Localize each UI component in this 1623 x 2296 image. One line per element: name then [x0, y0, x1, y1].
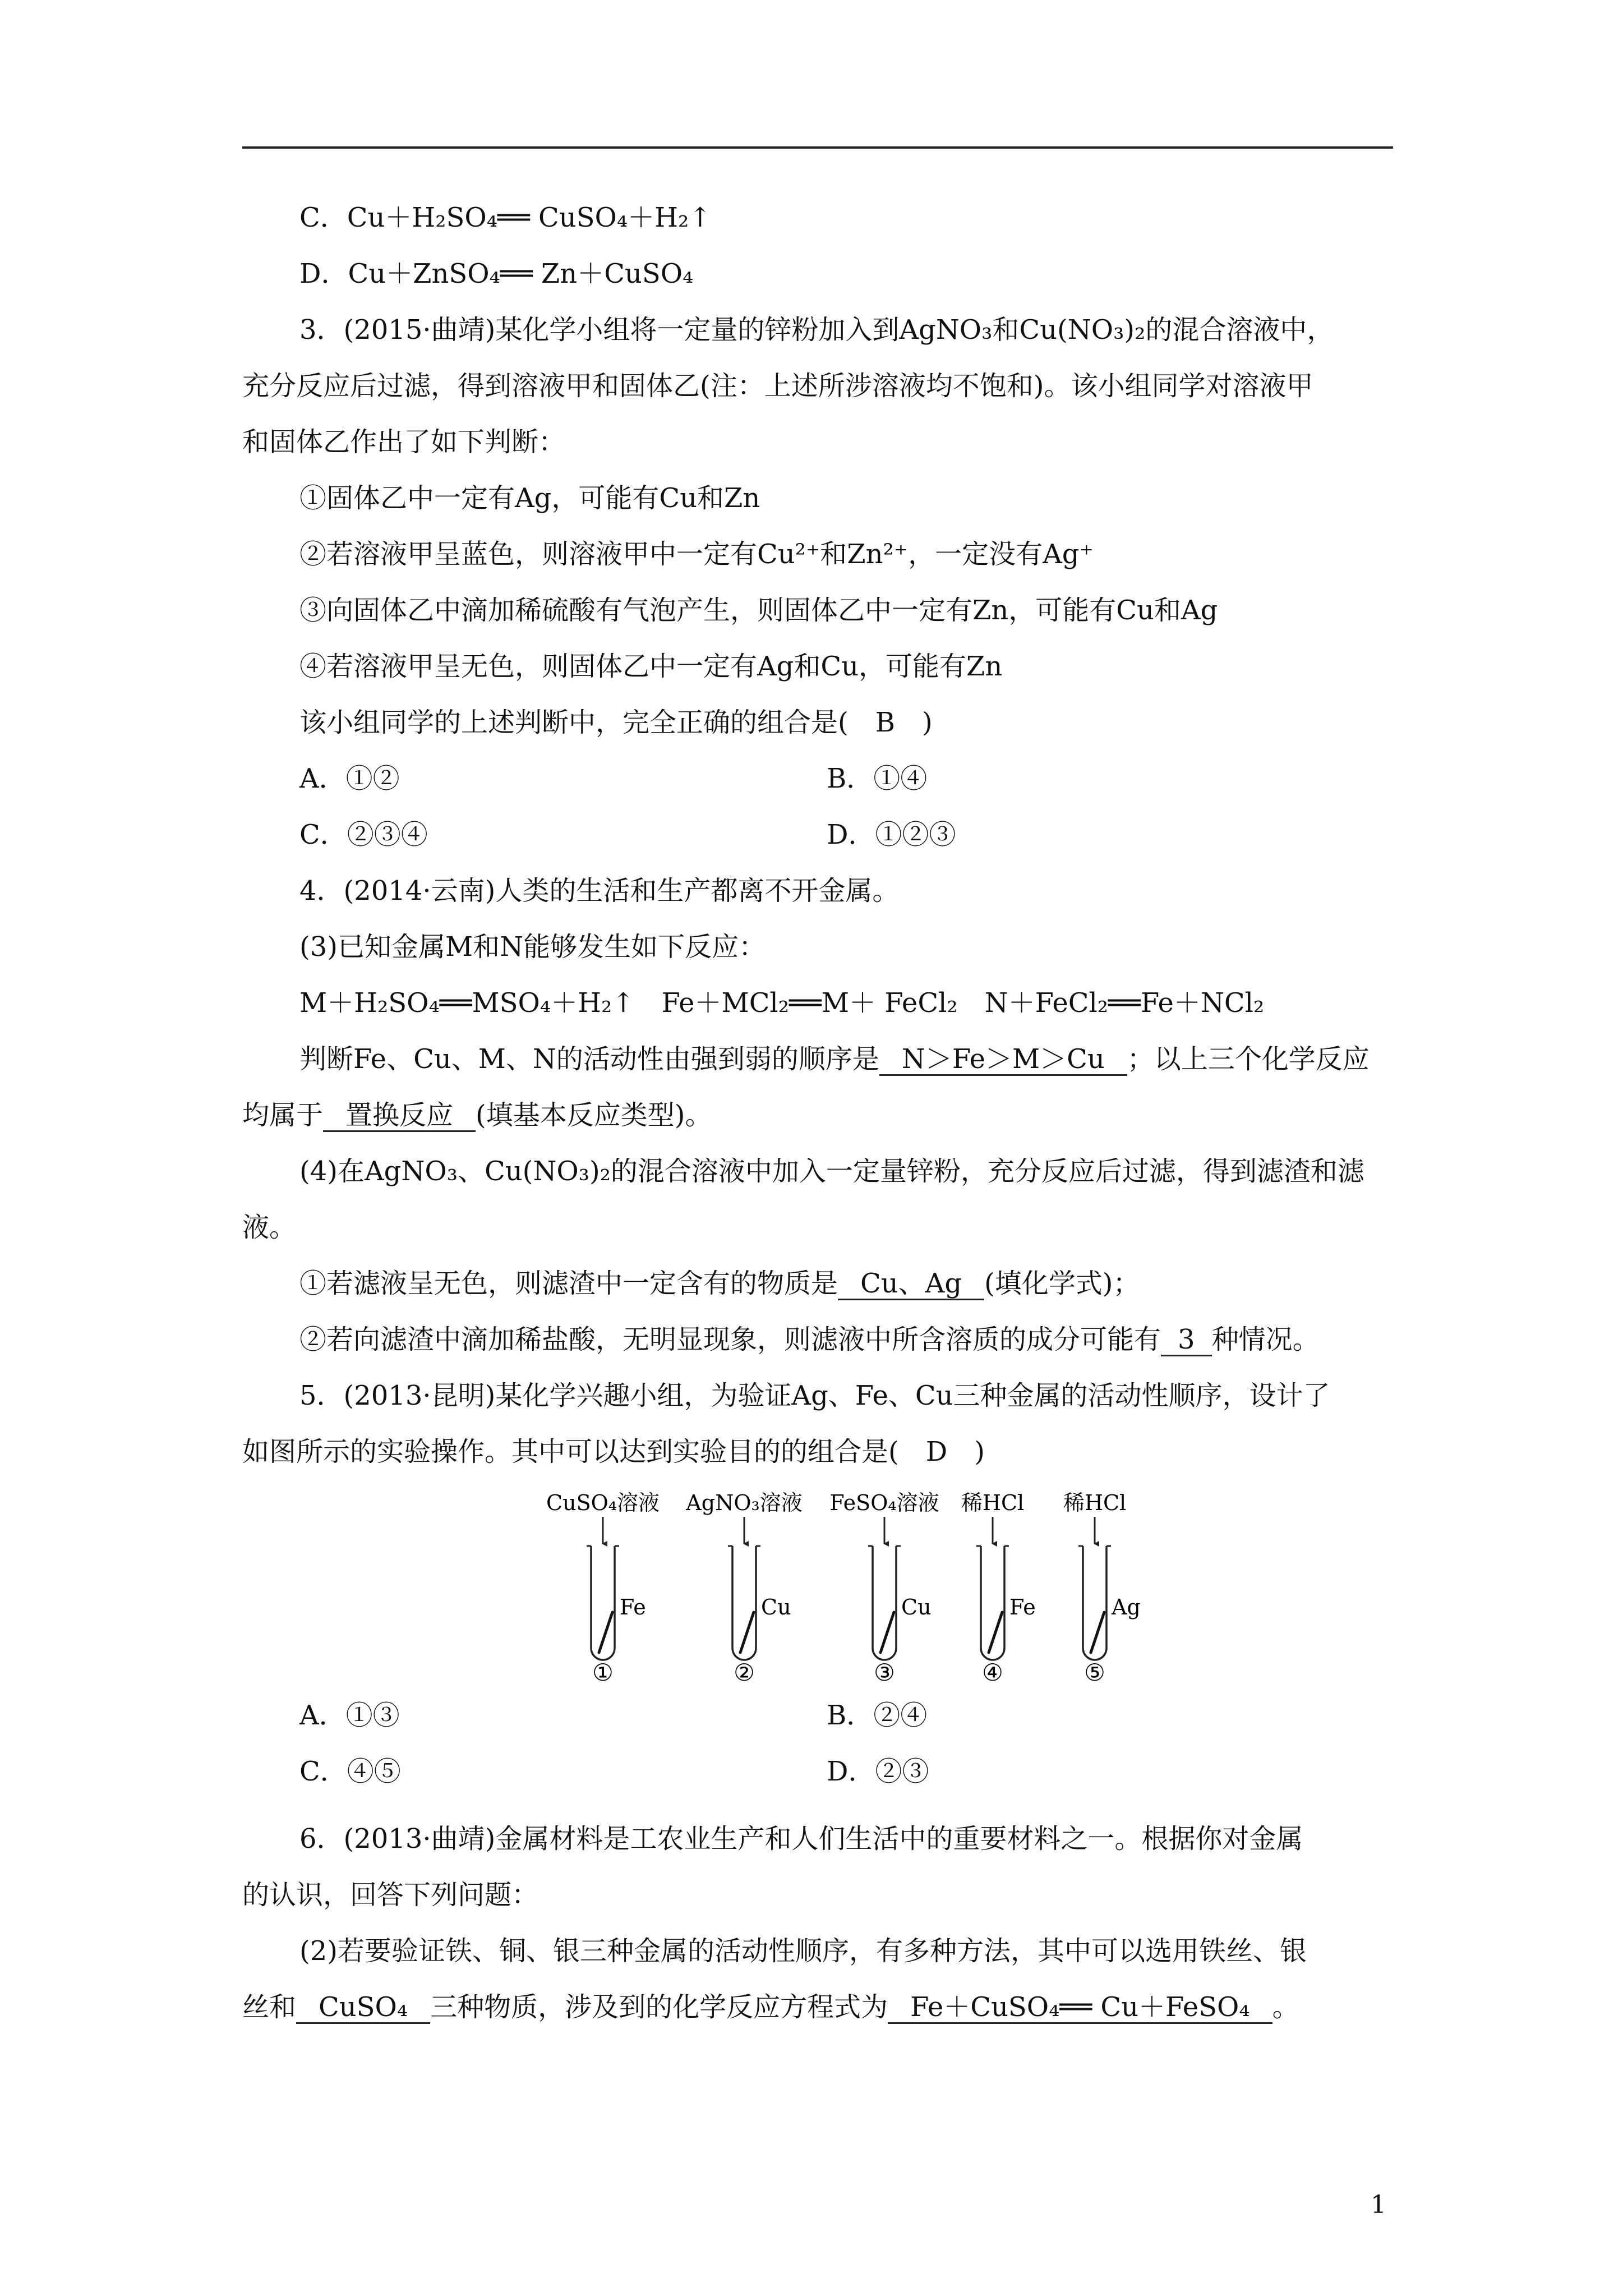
q4-part4-sub1	[242, 1255, 1393, 1312]
metal-strip	[989, 1612, 1002, 1653]
q5-stem-line2: 如图所示的实验操作。其中可以达到实验目的的组合是( D )	[242, 1436, 985, 1467]
tube-number: ②	[734, 1659, 755, 1683]
q6-answer-reagent: CuSO₄	[296, 1993, 430, 2024]
q3-options-row2	[242, 807, 1393, 863]
q4-order-prefix: 判断Fe、Cu、M、N的活动性由强到弱的顺序是	[299, 1043, 879, 1075]
q3-statement-4: ④若溶液甲呈无色，则固体乙中一定有Ag和Cu，可能有Zn	[299, 651, 1003, 682]
q4-order-answer: N＞Fe＞M＞Cu	[879, 1045, 1127, 1076]
q5-option-b: B．②④	[827, 1700, 928, 1731]
q3-option-b: B．①④	[827, 763, 928, 794]
q3-statement-2: ②若溶液甲呈蓝色，则溶液甲中一定有Cu²⁺和Zn²⁺，一定没有Ag⁺	[299, 539, 1094, 570]
metal-strip	[880, 1612, 894, 1653]
q3-option-c: C．②③④	[299, 819, 428, 850]
q4-sub2-answer: 3	[1161, 1325, 1212, 1356]
metal-label: Ag	[1112, 1595, 1141, 1619]
page-number: 1	[1371, 2191, 1386, 2219]
tube-number: ⑤	[1084, 1659, 1105, 1683]
q3-statement-1: ①固体乙中一定有Ag，可能有Cu和Zn	[299, 482, 760, 514]
q4-equations: M＋H₂SO₄══MSO₄＋H₂↑ Fe＋MCl₂══M＋ FeCl₂ N＋FeCl₂══Fe＋NCl₂	[299, 987, 1265, 1019]
q5-option-c: C．④⑤	[299, 1756, 401, 1787]
q4-part3-order	[242, 1031, 1393, 1087]
q4-part3-intro: (3)已知金属M和N能够发生如下反应：	[299, 931, 766, 963]
q4-sub2-prefix: ②若向滤渣中滴加稀盐酸，无明显现象，则滤液中所含溶质的成分可能有	[299, 1324, 1161, 1355]
document-body	[242, 190, 1393, 2035]
option-c-line: C．Cu＋H₂SO₄══ CuSO₄＋H₂↑	[299, 202, 712, 233]
metal-label: Fe	[1009, 1595, 1036, 1619]
q4-part3-type	[242, 1087, 1393, 1143]
q3-stem-line3: 和固体乙作出了如下判断：	[242, 426, 566, 458]
q5-options-row2	[242, 1743, 1393, 1800]
q4-type-prefix: 均属于	[242, 1099, 324, 1131]
reagent-label: AgNO₃溶液	[686, 1490, 803, 1515]
option-d-line: D．Cu＋ZnSO₄══ Zn＋CuSO₄	[299, 258, 694, 289]
test-tube-figure	[242, 1485, 1393, 1683]
q3-options-row1	[242, 751, 1393, 807]
q3-option-a: A．①②	[299, 763, 400, 794]
metal-strip	[740, 1612, 754, 1653]
q4-sub1-prefix: ①若滤液呈无色，则滤渣中一定含有的物质是	[299, 1268, 838, 1299]
header-rule	[242, 146, 1393, 149]
metal-label: Cu	[901, 1595, 932, 1619]
q6-prefix: 丝和	[242, 1991, 297, 2023]
q3-statement-3: ③向固体乙中滴加稀硫酸有气泡产生，则固体乙中一定有Zn，可能有Cu和Ag	[299, 595, 1218, 626]
q4-sub2-suffix: 种情况。	[1211, 1324, 1320, 1355]
q4-sub1-suffix: (填化学式)；	[984, 1268, 1140, 1299]
q4-part4-sub2	[242, 1312, 1393, 1368]
q6-part2-line2	[242, 1979, 1393, 2035]
tube-number: ④	[982, 1659, 1003, 1683]
metal-label: Fe	[620, 1595, 646, 1619]
metal-strip	[1091, 1612, 1104, 1653]
reagent-label: FeSO₄溶液	[829, 1490, 939, 1515]
q6-part2-line1: (2)若要验证铁、铜、银三种金属的活动性顺序，有多种方法，其中可以选用铁丝、银	[299, 1935, 1307, 1967]
reagent-label: 稀HCl	[961, 1490, 1025, 1515]
q4-part4-line1: (4)在AgNO₃、Cu(NO₃)₂的混合溶液中加入一定量锌粉，充分反应后过滤，得到滤渣和滤	[299, 1156, 1364, 1187]
q4-stem: 4．(2014·云南)人类的生活和生产都离不开金属。	[299, 875, 900, 907]
reagent-label: 稀HCl	[1063, 1490, 1127, 1515]
metal-strip	[599, 1612, 612, 1653]
q6-stem-line1: 6．(2013·曲靖)金属材料是工农业生产和人们生活中的重要材料之一。根据你对金属	[299, 1823, 1303, 1855]
tube-group	[546, 1490, 1141, 1683]
q4-order-suffix: ；以上三个化学反应	[1127, 1043, 1370, 1075]
reagent-label: CuSO₄溶液	[546, 1490, 660, 1515]
q6-answer-equation: Fe＋CuSO₄══ Cu＋FeSO₄	[888, 1993, 1272, 2024]
tube-number: ③	[874, 1659, 895, 1683]
q6-suffix: 。	[1272, 1991, 1299, 2023]
tube-number: ①	[592, 1659, 614, 1683]
q3-stem-line2: 充分反应后过滤，得到溶液甲和固体乙(注：上述所涉溶液均不饱和)。该小组同学对溶液甲	[242, 370, 1313, 402]
metal-label: Cu	[761, 1595, 791, 1619]
q6-stem-line2: 的认识，回答下列问题：	[242, 1879, 539, 1911]
q5-option-d: D．②③	[827, 1756, 929, 1787]
q3-stem-line1: 3．(2015·曲靖)某化学小组将一定量的锌粉加入到AgNO₃和Cu(NO₃)₂的混合溶液中，	[299, 314, 1334, 346]
q6-middle: 三种物质，涉及到的化学反应方程式为	[430, 1991, 888, 2023]
q5-stem-line1: 5．(2013·昆明)某化学兴趣小组，为验证Ag、Fe、Cu三种金属的活动性顺序，设计了	[299, 1380, 1330, 1411]
test-tube-diagram	[242, 1485, 1393, 1683]
q3-option-d: D．①②③	[827, 819, 956, 850]
q5-options-row1	[242, 1687, 1393, 1743]
q3-question: 该小组同学的上述判断中，完全正确的组合是( B )	[299, 707, 933, 738]
q4-sub1-answer: Cu、Ag	[838, 1269, 984, 1300]
q4-part4-line2: 液。	[242, 1212, 297, 1243]
q4-type-answer: 置换反应	[323, 1101, 476, 1132]
q5-option-a: A．①③	[299, 1700, 400, 1731]
q4-type-suffix: (填基本反应类型)。	[476, 1099, 712, 1131]
